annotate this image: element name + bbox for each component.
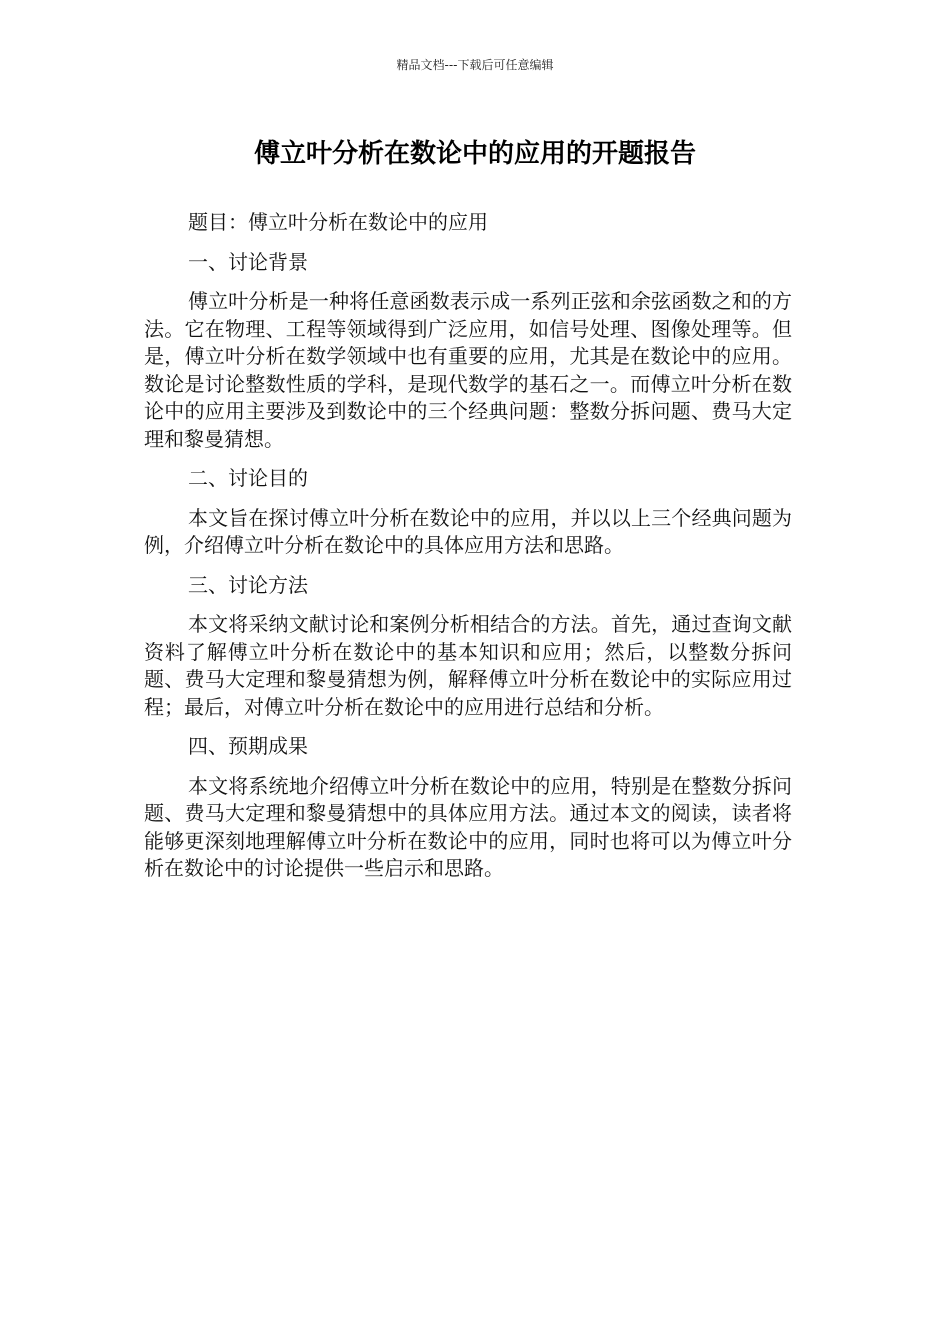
topic-line: 题目：傅立叶分析在数论中的应用 xyxy=(188,210,488,234)
section-heading-background: 一、讨论背景 xyxy=(188,249,308,274)
section-heading-method: 三、讨论方法 xyxy=(188,572,308,597)
section-heading-outcomes: 四、预期成果 xyxy=(188,734,308,758)
document-body xyxy=(144,209,792,895)
section-body-outcomes: 本文将系统地介绍傅立叶分析在数论中的应用，特别是在整数分拆问题、费马大定理和黎曼猜想中的具体应用方法。通过本文的阅读，读者将能够更深刻地理解傅立叶分析在数论中的应用，同时也将可以为傅立叶分析在数论中的讨论提供一些启示和思路。 xyxy=(144,773,792,880)
section-body-purpose: 本文旨在探讨傅立叶分析在数论中的应用，并以以上三个经典问题为例，介绍傅立叶分析在数论中的具体应用方法和思路。 xyxy=(144,505,792,557)
section-body-background: 傅立叶分析是一种将任意函数表示成一系列正弦和余弦函数之和的方法。它在物理、工程等领域得到广泛应用，如信号处理、图像处理等。但是，傅立叶分析在数学领域中也有重要的应用，尤其是在数论中的应用。数论是讨论整数性质的学科，是现代数学的基石之一。而傅立叶分析在数论中的应用主要涉及到数论中的三个经典问题：整数分拆问题、费马大定理和黎曼猜想。 xyxy=(144,289,792,451)
document-title: 傅立叶分析在数论中的应用的开题报告 xyxy=(253,139,696,169)
page-header-note: 精品文档---下载后可任意编辑 xyxy=(396,58,554,72)
section-body-method: 本文将采纳文献讨论和案例分析相结合的方法。首先，通过查询文献资料了解傅立叶分析在数论中的基本知识和应用；然后，以整数分拆问题、费马大定理和黎曼猜想为例，解释傅立叶分析在数论中的实际应用过程；最后，对傅立叶分析在数论中的应用进行总结和分析。 xyxy=(144,612,792,719)
section-heading-purpose: 二、讨论目的 xyxy=(188,466,308,490)
